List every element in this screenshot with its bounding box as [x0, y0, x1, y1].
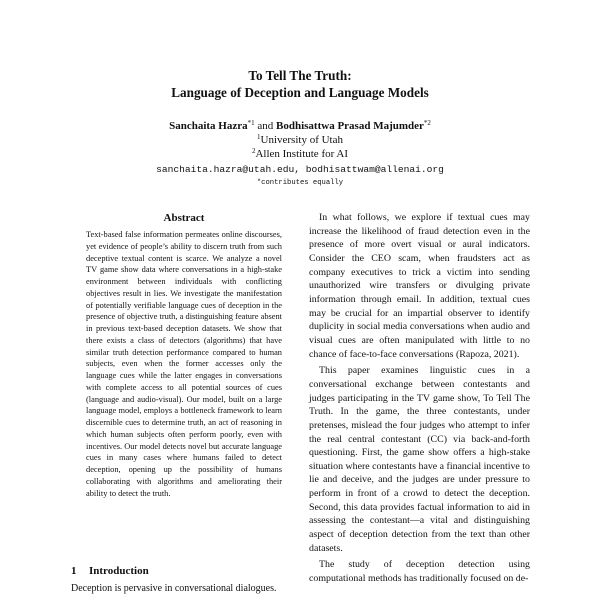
section-number: 1	[71, 565, 77, 577]
author-2-marks: *2	[423, 119, 431, 127]
introduction-text: Deception is pervasive in conversational dialogues.	[71, 583, 277, 594]
left-column	[86, 211, 282, 499]
author-emails[interactable]: sanchaita.hazra@utah.edu, bodhisattwam@allenai.org	[156, 164, 444, 175]
abstract-text: Text-based false information permeates online discourses, yet evidence of people’s ability to discern truth from such deceptive textual content is scarce. We analyze a novel TV game show data where conversations in a high-stake environment between individuals with conflicting objectives result in lies. We investigate the manifestation of potentially verifiable language cues of deception in the presence of objective truth, a distinguishing feature absent in previous text-based deception datasets. We show that there exists a class of detectors (algorithms) that have similar truth detection performance compared to human subjects, even when the former accesses only the language cues while the latter engages in conversations with complete access to all potential sources of cues (language and audio-visual). Our model, built on a large language model, employs a bottleneck framework to learn discernible cues to determine truth, an act of reasoning in which human subjects often perform poorly, even with incentives. Our model detects novel but accurate language cues in many cases where humans failed to detect deception, opening up the possibility of humans collaborating with algorithms and ameliorating their ability to detect the truth.	[86, 230, 282, 498]
right-column	[309, 211, 530, 586]
body-paragraph-3: The study of deception detection using computational methods has traditionally focused on de-	[309, 559, 530, 585]
paper-title-line-1: To Tell The Truth:	[248, 68, 352, 83]
abstract-heading: Abstract	[163, 212, 205, 224]
affiliation-2-name: Allen Institute for AI	[255, 148, 349, 160]
title-block	[60, 68, 540, 189]
introduction-section	[71, 564, 285, 596]
author-2-name: Bodhisattwa Prasad Majumder	[276, 120, 424, 132]
paper-title	[60, 68, 540, 101]
section-title: Introduction	[89, 565, 149, 577]
introduction-heading	[71, 564, 285, 578]
affiliation-1-name: University of Utah	[260, 134, 343, 146]
body-paragraph-1: In what follows, we explore if textual cues may increase the likelihood of fraud detection even in the presence of more overt visual or aural indicators. Consider the CEO scam, when fraudsters act as company executives to trick a victim into sending unauthorized wire transfers or divulging private information through email. In addition, textual cues may be crucial for an impartial observer to identify duplicity in social media conversations when audio and visual cues are often manipulated with little to no chance of face-to-face conversations (Rapoza, 2021).	[309, 212, 530, 360]
affiliation-1	[60, 133, 540, 147]
affiliation-1-mark: 1	[257, 133, 261, 141]
body-paragraph-2: This paper examines linguistic cues in a conversational exchange between contestants and judges participating in the TV game show, To Tell The Truth. In the game, the three contestants, under pretenses, mislead the four judges who attempt to infer the real central contestant (CC) via back-and-forth questioning. First, the game show offers a high-stake situation where contestants have a financial incentive to lie and deceive, and the judges are under pressure to perform in front of a crowd to detect the deception. Second, this data provides factual information to aid in assessing the contestant—a vital and distinguishing aspect of deception detection from the text than other datasets.	[309, 365, 530, 554]
author-line	[60, 119, 540, 133]
affiliation-2-mark: 2	[251, 147, 256, 155]
author-conjunction: and	[257, 120, 274, 132]
contribution-note: *contributes equally	[256, 179, 344, 187]
affiliation-2	[60, 147, 540, 161]
author-1-name: Sanchaita Hazra	[169, 120, 248, 132]
paper-title-line-2: Language of Deception and Language Models	[171, 84, 429, 100]
author-1-marks: *1	[247, 119, 255, 127]
